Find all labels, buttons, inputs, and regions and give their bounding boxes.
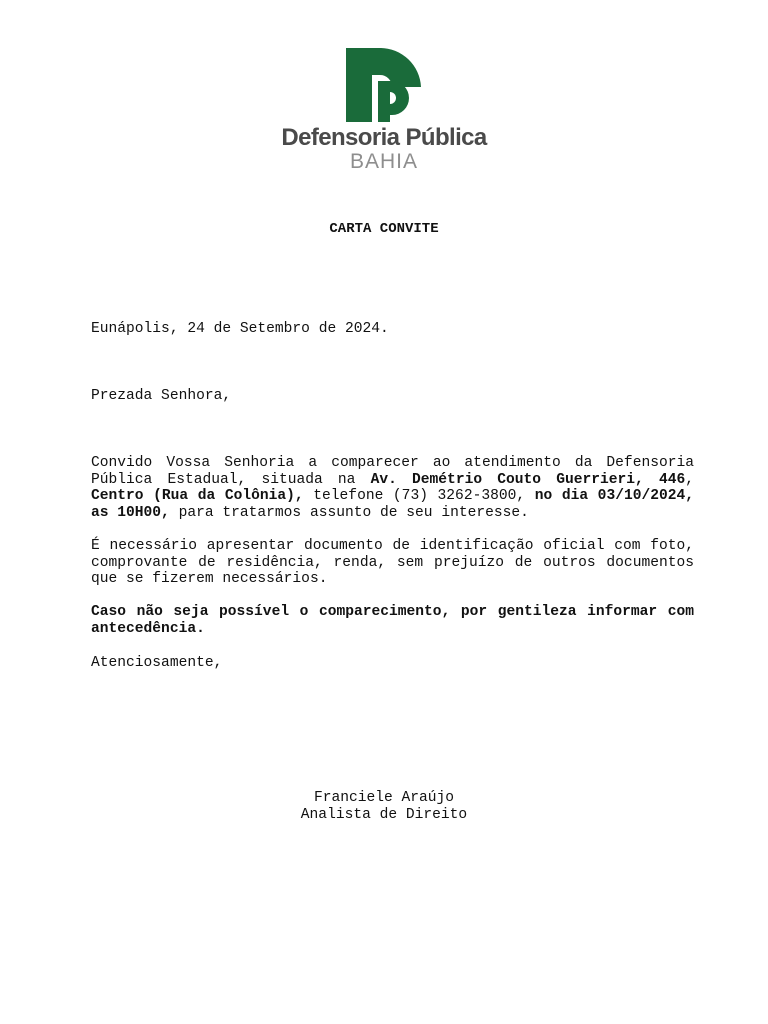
p1-district: Centro (Rua da Colônia), <box>91 488 304 505</box>
signature-block <box>0 790 768 824</box>
p1-text-4: para tratarmos assunto de seu interesse. <box>169 504 529 521</box>
logo-subtitle: BAHIA <box>349 150 419 173</box>
signatory-name: Franciele Araújo <box>313 790 455 806</box>
logo-name: Defensoria Pública <box>281 124 487 151</box>
signatory-title: Analista de Direito <box>300 807 468 823</box>
p1-address: Av. Demétrio Couto Guerrieri, 446 <box>370 471 686 488</box>
paragraph-documents: É necessário apresentar documento de identificação oficial com foto, comprovante de residência, renda, sem prejuízo de outros documentos que se fizerem necessários. <box>91 538 694 588</box>
p1-text-1: Convido Vossa Senhoria a comparecer ao atendimento da Defensoria Pública Estadual, situada na <box>91 455 694 488</box>
dp-monogram-logo-icon <box>346 48 422 122</box>
p1-text-3: telefone (73) 3262-3800, <box>303 488 535 505</box>
place-date: Eunápolis, 24 de Setembro de 2024. <box>91 321 389 337</box>
paragraph-invitation <box>91 455 694 521</box>
logo <box>0 48 768 173</box>
salutation: Prezada Senhora, <box>91 388 232 404</box>
p1-date-time: no dia 03/10/2024, as 10H00, <box>91 488 695 521</box>
letter-title: CARTA CONVITE <box>329 221 439 237</box>
p1-text-2: , <box>685 471 694 488</box>
paragraph-notice: Caso não seja possível o comparecimento, por gentileza informar com antecedência. <box>91 604 694 637</box>
closing: Atenciosamente, <box>91 655 223 671</box>
